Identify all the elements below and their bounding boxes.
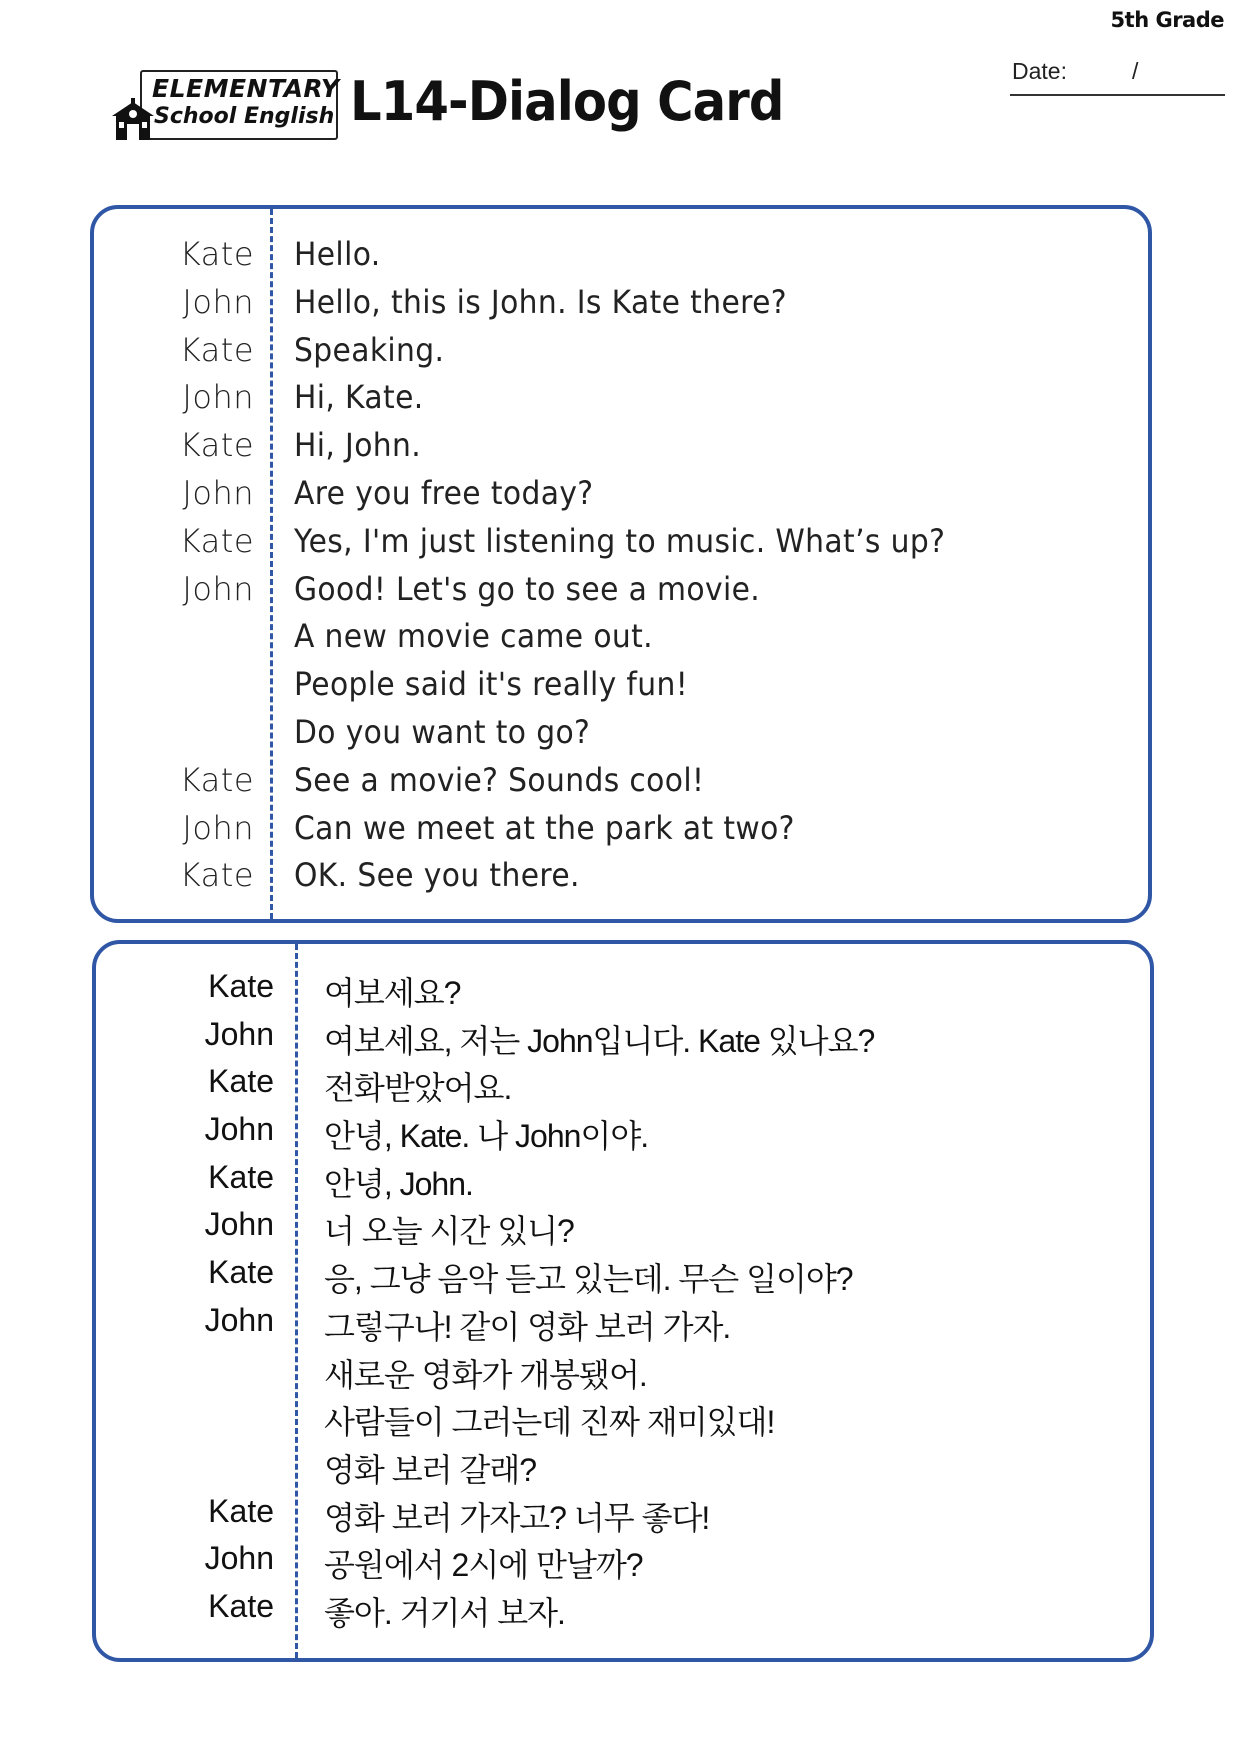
school-building-icon [112, 98, 154, 142]
dialog-row [96, 1016, 1150, 1064]
dialog-row [96, 1350, 1150, 1398]
speaker-name: Kate [208, 1158, 274, 1195]
speaker-name: John [204, 1206, 274, 1243]
dialog-line: 그렇구나! 같이 영화 보러 가자. [324, 1308, 731, 1345]
speaker-name: Kate [208, 1587, 274, 1624]
speaker-name: John [182, 569, 254, 608]
dialog-line: 새로운 영화가 개봉됐어. [324, 1356, 647, 1393]
speaker-name: Kate [179, 330, 254, 369]
speaker-name: John [204, 1301, 274, 1338]
speaker-name: John [182, 282, 254, 321]
speaker-name: Kate [208, 1063, 274, 1100]
dialog-line: 사람들이 그러는데 진짜 재미있대! [324, 1404, 775, 1441]
dialog-line: 응, 그냥 음악 듣고 있는데. 무슨 일이야? [324, 1261, 853, 1298]
logo [112, 68, 344, 146]
dialog-line: 영화 보러 갈래? [324, 1451, 537, 1488]
dialog-line: 안녕, Kate. 나 John이야. [324, 1118, 649, 1155]
dialog-row [96, 1445, 1150, 1493]
dialog-line: A new movie came out. [294, 617, 654, 656]
dialog-row [94, 761, 1148, 809]
dialog-line: Good! Let's go to see a movie. [294, 569, 761, 608]
dialog-row [96, 1206, 1150, 1254]
dialog-line: Hi, John. [294, 426, 422, 465]
dialog-line: 여보세요? [324, 975, 461, 1011]
dialog-row [94, 283, 1148, 331]
page-title: L14-Dialog Card [350, 70, 784, 133]
dialog-row [96, 1111, 1150, 1159]
korean-dialog-lines [96, 968, 1150, 1636]
dialog-line: 여보세요, 저는 John입니다. Kate 있나요? [324, 1022, 875, 1059]
dialog-row [96, 968, 1150, 1016]
dialog-row [96, 1159, 1150, 1207]
dialog-line: Speaking. [294, 330, 445, 369]
speaker-name: John [182, 473, 254, 512]
speaker-name: Kate [179, 426, 254, 465]
dialog-row [94, 570, 1148, 618]
speaker-name: John [204, 1540, 274, 1577]
speaker-name: Kate [179, 760, 254, 799]
dialog-line: Hi, Kate. [294, 378, 424, 417]
korean-dialog-card [92, 940, 1154, 1662]
date-field[interactable] [1010, 54, 1225, 96]
dialog-line: See a movie? Sounds cool! [294, 760, 705, 799]
dialog-line: Hello, this is John. Is Kate there? [294, 282, 787, 321]
dialog-row [94, 665, 1148, 713]
speaker-name: Kate [208, 1254, 274, 1291]
dialog-row [94, 331, 1148, 379]
dialog-row [96, 1254, 1150, 1302]
speaker-name: Kate [179, 856, 254, 895]
english-dialog-lines [94, 235, 1148, 904]
speaker-name: John [182, 808, 254, 847]
logo-text-school-english: School English [154, 104, 335, 129]
dialog-line: 공원에서 2시에 만날까? [324, 1547, 643, 1584]
date-label: Date: [1012, 58, 1067, 84]
speaker-name: John [204, 1111, 274, 1148]
dialog-line: People said it's really fun! [294, 665, 689, 704]
dialog-line: 안녕, John. [324, 1165, 473, 1202]
dialog-row [94, 713, 1148, 761]
dialog-row [96, 1302, 1150, 1350]
date-separator: / [1132, 58, 1139, 84]
dialog-line: 너 오늘 시간 있니? [324, 1213, 574, 1250]
dialog-row [94, 522, 1148, 570]
dialog-row [94, 617, 1148, 665]
dialog-row [94, 235, 1148, 283]
speaker-name: Kate [208, 968, 274, 1004]
dialog-line: 전화받았어요. [324, 1070, 512, 1107]
dialog-line: Do you want to go? [294, 712, 591, 751]
dialog-row [96, 1588, 1150, 1636]
english-dialog-card [90, 205, 1152, 923]
dialog-row [94, 809, 1148, 857]
dialog-row [96, 1063, 1150, 1111]
dialog-line: Hello. [294, 235, 381, 273]
dialog-row [94, 856, 1148, 904]
dialog-line: 영화 보러 가자고? 너무 좋다! [324, 1499, 710, 1536]
dialog-row [94, 378, 1148, 426]
speaker-name: John [204, 1015, 274, 1052]
dialog-row [96, 1493, 1150, 1541]
dialog-line: Are you free today? [294, 473, 594, 512]
grade-label: 5th Grade [1110, 8, 1224, 32]
speaker-name: John [182, 378, 254, 417]
dialog-line: Yes, I'm just listening to music. What’s up? [294, 521, 946, 560]
dialog-row [96, 1540, 1150, 1588]
speaker-name: Kate [179, 235, 254, 273]
logo-text-elementary: ELEMENTARY [152, 74, 340, 103]
speaker-name: Kate [208, 1492, 274, 1529]
dialog-line: 좋아. 거기서 보자. [324, 1594, 565, 1631]
dialog-row [96, 1397, 1150, 1445]
dialog-line: Can we meet at the park at two? [294, 808, 795, 847]
dialog-line: OK. See you there. [294, 856, 580, 895]
dialog-row [94, 426, 1148, 474]
speaker-name: Kate [179, 521, 254, 560]
dialog-row [94, 474, 1148, 522]
